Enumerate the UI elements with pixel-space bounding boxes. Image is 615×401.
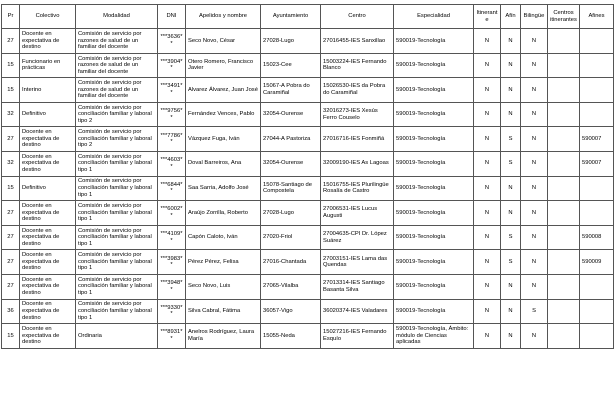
cell-ayuntamiento: 32054-Ourense — [261, 102, 321, 127]
cell-apelidos: Doval Barreiros, Ana — [186, 151, 261, 176]
header-ayuntamiento: Ayuntamiento — [261, 5, 321, 29]
cell-centros-itinerantes — [548, 225, 580, 250]
cell-centro: 27016716-IES Fonmiñá — [321, 127, 394, 152]
cell-colectivo: Docente en expectativa de destino — [20, 127, 76, 152]
cell-centro: 27013314-IES Santiago Basanta Silva — [321, 274, 394, 299]
cell-colectivo: Docente en expectativa de destino — [20, 324, 76, 349]
cell-centro: 27004635-CPI Dr. López Suárez — [321, 225, 394, 250]
cell-modalidad: Comisión de servicio por conciliación familiar y laboral tipo 1 — [76, 225, 158, 250]
cell-itinerante: N — [474, 201, 501, 226]
cell-apelidos: Capón Caloto, Iván — [186, 225, 261, 250]
cell-pr: 36 — [2, 299, 20, 324]
cell-colectivo: Interino — [20, 78, 76, 103]
cell-itinerante: N — [474, 102, 501, 127]
cell-centros-itinerantes — [548, 29, 580, 54]
cell-itinerante: N — [474, 78, 501, 103]
cell-centros-itinerantes — [548, 53, 580, 78]
cell-ayuntamiento: 15023-Cee — [261, 53, 321, 78]
table-row — [2, 225, 614, 250]
cell-pr: 15 — [2, 53, 20, 78]
cell-centros-itinerantes — [548, 299, 580, 324]
cell-afin: N — [501, 324, 521, 349]
cell-ayuntamiento: 27020-Friol — [261, 225, 321, 250]
header-pr: Pr — [2, 5, 20, 29]
header-modalidad: Modalidad — [76, 5, 158, 29]
cell-dni: ***9330** — [158, 299, 186, 324]
cell-modalidad: Ordinaria — [76, 324, 158, 349]
cell-dni: ***4109** — [158, 225, 186, 250]
header-apelidos: Apelidos y nombre — [186, 5, 261, 29]
cell-pr: 27 — [2, 225, 20, 250]
cell-afin: N — [501, 29, 521, 54]
cell-afines — [580, 201, 614, 226]
cell-especialidad: 590019-Tecnología — [394, 29, 474, 54]
cell-apelidos: Araújo Zorrilla, Roberto — [186, 201, 261, 226]
cell-especialidad: 590019-Tecnología — [394, 274, 474, 299]
cell-bilingue: N — [521, 102, 548, 127]
cell-itinerante: N — [474, 299, 501, 324]
cell-ayuntamiento: 32054-Ourense — [261, 151, 321, 176]
cell-itinerante: N — [474, 151, 501, 176]
table-row — [2, 250, 614, 275]
cell-colectivo: Docente en expectativa de destino — [20, 151, 76, 176]
cell-modalidad: Comisión de servicio por conciliación familiar y laboral tipo 1 — [76, 176, 158, 201]
table-row — [2, 29, 614, 54]
cell-apelidos: Alvarez Álvarez, Juan José — [186, 78, 261, 103]
cell-dni: ***3491** — [158, 78, 186, 103]
cell-centros-itinerantes — [548, 274, 580, 299]
cell-especialidad: 590019-Tecnología, Ámbito: módulo de Ciencias aplicadas — [394, 324, 474, 349]
cell-apelidos: Silva Cabral, Fátima — [186, 299, 261, 324]
cell-pr: 15 — [2, 78, 20, 103]
cell-dni: ***3983** — [158, 250, 186, 275]
cell-apelidos: Fernández Vences, Pablo — [186, 102, 261, 127]
cell-apelidos: Saa Sarria, Adolfo José — [186, 176, 261, 201]
cell-dni: ***7786** — [158, 127, 186, 152]
cell-centro: 15016755-IES Plurilingüe Rosalía de Castro — [321, 176, 394, 201]
cell-itinerante: N — [474, 274, 501, 299]
table-row — [2, 274, 614, 299]
cell-bilingue: N — [521, 324, 548, 349]
cell-afines — [580, 324, 614, 349]
cell-modalidad: Comisión de servicio por razones de salud de un familiar del docente — [76, 78, 158, 103]
header-bilingue: Bilingüe — [521, 5, 548, 29]
cell-apelidos: Seco Novo, César — [186, 29, 261, 54]
cell-itinerante: N — [474, 53, 501, 78]
cell-afines — [580, 78, 614, 103]
cell-itinerante: N — [474, 176, 501, 201]
cell-afin: N — [501, 274, 521, 299]
cell-ayuntamiento: 15055-Neda — [261, 324, 321, 349]
cell-colectivo: Docente en expectativa de destino — [20, 201, 76, 226]
cell-pr: 27 — [2, 127, 20, 152]
cell-especialidad: 590019-Tecnología — [394, 78, 474, 103]
cell-dni: ***4603** — [158, 151, 186, 176]
cell-modalidad: Comisión de servicio por conciliación familiar y laboral tipo 2 — [76, 127, 158, 152]
cell-ayuntamiento: 27065-Vilalba — [261, 274, 321, 299]
cell-apelidos: Anelros Rodríguez, Laura María — [186, 324, 261, 349]
cell-pr: 32 — [2, 151, 20, 176]
cell-dni: ***6002** — [158, 201, 186, 226]
assignments-table — [1, 4, 614, 349]
cell-centro: 32009190-IES As Lagoas — [321, 151, 394, 176]
table-row — [2, 102, 614, 127]
cell-pr: 15 — [2, 324, 20, 349]
cell-dni: ***3636** — [158, 29, 186, 54]
cell-afines: 590007 — [580, 151, 614, 176]
table-row — [2, 176, 614, 201]
header-row — [2, 5, 614, 29]
cell-afines — [580, 274, 614, 299]
cell-centro: 36020374-IES Valadares — [321, 299, 394, 324]
cell-especialidad: 590019-Tecnología — [394, 151, 474, 176]
cell-pr: 32 — [2, 102, 20, 127]
cell-apelidos: Otero Romero, Francisco Javier — [186, 53, 261, 78]
cell-dni: ***3948** — [158, 274, 186, 299]
cell-apelidos: Pérez Pérez, Felisa — [186, 250, 261, 275]
cell-afines — [580, 29, 614, 54]
cell-bilingue: N — [521, 29, 548, 54]
cell-especialidad: 590019-Tecnología — [394, 299, 474, 324]
cell-colectivo: Docente en expectativa de destino — [20, 29, 76, 54]
cell-bilingue: N — [521, 53, 548, 78]
cell-apelidos: Seco Novo, Luis — [186, 274, 261, 299]
cell-colectivo: Docente en expectativa de destino — [20, 250, 76, 275]
cell-pr: 27 — [2, 250, 20, 275]
table-body — [2, 29, 614, 349]
table-row — [2, 53, 614, 78]
cell-colectivo: Definitivo — [20, 102, 76, 127]
cell-centro: 27003151-IES Lama das Quendas — [321, 250, 394, 275]
cell-centros-itinerantes — [548, 324, 580, 349]
table-row — [2, 299, 614, 324]
cell-afin: S — [501, 127, 521, 152]
cell-modalidad: Comisión de servicio por conciliación familiar y laboral tipo 1 — [76, 250, 158, 275]
cell-modalidad: Comisión de servicio por conciliación familiar y laboral tipo 1 — [76, 299, 158, 324]
cell-modalidad: Comisión de servicio por conciliación familiar y laboral tipo 1 — [76, 201, 158, 226]
cell-colectivo: Docente en expectativa de destino — [20, 225, 76, 250]
cell-afines: 590008 — [580, 225, 614, 250]
cell-afines — [580, 299, 614, 324]
cell-bilingue: N — [521, 250, 548, 275]
cell-centros-itinerantes — [548, 176, 580, 201]
cell-afin: N — [501, 299, 521, 324]
cell-ayuntamiento: 36057-Vigo — [261, 299, 321, 324]
cell-especialidad: 590019-Tecnología — [394, 102, 474, 127]
cell-itinerante: N — [474, 250, 501, 275]
cell-afin: S — [501, 151, 521, 176]
cell-afin: N — [501, 102, 521, 127]
cell-modalidad: Comisión de servicio por conciliación familiar y laboral tipo 2 — [76, 102, 158, 127]
cell-itinerante: N — [474, 127, 501, 152]
cell-bilingue: N — [521, 176, 548, 201]
cell-bilingue: N — [521, 225, 548, 250]
cell-modalidad: Comisión de servicio por conciliación familiar y laboral tipo 1 — [76, 274, 158, 299]
cell-colectivo: Docente en expectativa de destino — [20, 274, 76, 299]
header-centro: Centro — [321, 5, 394, 29]
cell-pr: 15 — [2, 176, 20, 201]
cell-colectivo: Funcionario en prácticas — [20, 53, 76, 78]
cell-afin: S — [501, 225, 521, 250]
cell-centros-itinerantes — [548, 250, 580, 275]
cell-pr: 27 — [2, 29, 20, 54]
cell-centro: 32016273-IES Xesús Ferro Couselo — [321, 102, 394, 127]
cell-ayuntamiento: 15067-A Pobra do Caramiñal — [261, 78, 321, 103]
cell-ayuntamiento: 27028-Lugo — [261, 201, 321, 226]
cell-dni: ***9756** — [158, 102, 186, 127]
cell-centros-itinerantes — [548, 151, 580, 176]
cell-ayuntamiento: 15078-Santiago de Compostela — [261, 176, 321, 201]
cell-especialidad: 590019-Tecnología — [394, 127, 474, 152]
cell-dni: ***8931** — [158, 324, 186, 349]
cell-centro: 27016455-IES Sanxillao — [321, 29, 394, 54]
cell-afin: N — [501, 176, 521, 201]
cell-centros-itinerantes — [548, 78, 580, 103]
cell-afin: N — [501, 78, 521, 103]
cell-centros-itinerantes — [548, 127, 580, 152]
cell-bilingue: N — [521, 78, 548, 103]
cell-colectivo: Definitivo — [20, 176, 76, 201]
cell-bilingue: S — [521, 299, 548, 324]
header-afines: Afines — [580, 5, 614, 29]
cell-ayuntamiento: 27028-Lugo — [261, 29, 321, 54]
cell-especialidad: 590019-Tecnología — [394, 201, 474, 226]
cell-centro: 15027216-IES Fernando Esquío — [321, 324, 394, 349]
cell-pr: 27 — [2, 274, 20, 299]
header-itinerante: Itinerante — [474, 5, 501, 29]
cell-centro: 27006531-IES Lucus Augusti — [321, 201, 394, 226]
cell-bilingue: N — [521, 151, 548, 176]
cell-especialidad: 590019-Tecnología — [394, 250, 474, 275]
header-afin: Afín — [501, 5, 521, 29]
cell-bilingue: N — [521, 201, 548, 226]
cell-afines — [580, 53, 614, 78]
cell-pr: 27 — [2, 201, 20, 226]
cell-colectivo: Docente en expectativa de destino — [20, 299, 76, 324]
table-row — [2, 324, 614, 349]
cell-especialidad: 590019-Tecnología — [394, 176, 474, 201]
cell-afin: N — [501, 201, 521, 226]
table-row — [2, 201, 614, 226]
header-especialidad: Especialidad — [394, 5, 474, 29]
cell-centros-itinerantes — [548, 201, 580, 226]
cell-modalidad: Comisión de servicio por conciliación familiar y laboral tipo 1 — [76, 151, 158, 176]
cell-bilingue: N — [521, 127, 548, 152]
cell-dni: ***6844** — [158, 176, 186, 201]
cell-ayuntamiento: 27016-Chantada — [261, 250, 321, 275]
cell-afines — [580, 102, 614, 127]
cell-apelidos: Vázquez Fuga, Iván — [186, 127, 261, 152]
cell-afin: S — [501, 250, 521, 275]
header-dni: DNI — [158, 5, 186, 29]
cell-afines: 590009 — [580, 250, 614, 275]
cell-afin: N — [501, 53, 521, 78]
cell-afines: 590007 — [580, 127, 614, 152]
cell-itinerante: N — [474, 29, 501, 54]
table-row — [2, 78, 614, 103]
header-centros-itinerantes: Centros itinerantes — [548, 5, 580, 29]
table-row — [2, 127, 614, 152]
cell-centro: 15003224-IES Fernando Blanco — [321, 53, 394, 78]
cell-bilingue: N — [521, 274, 548, 299]
cell-ayuntamiento: 27044-A Pastoriza — [261, 127, 321, 152]
cell-itinerante: N — [474, 225, 501, 250]
cell-afines — [580, 176, 614, 201]
cell-modalidad: Comisión de servicio por razones de salud de un familiar del docente — [76, 53, 158, 78]
cell-modalidad: Comisión de servicio por razones de salud de un familiar del docente — [76, 29, 158, 54]
table-row — [2, 151, 614, 176]
cell-dni: ***3904** — [158, 53, 186, 78]
cell-centro: 15026530-IES da Pobra do Caramiñal — [321, 78, 394, 103]
cell-especialidad: 590019-Tecnología — [394, 53, 474, 78]
cell-centros-itinerantes — [548, 102, 580, 127]
cell-especialidad: 590019-Tecnología — [394, 225, 474, 250]
header-colectivo: Colectivo — [20, 5, 76, 29]
cell-itinerante: N — [474, 324, 501, 349]
